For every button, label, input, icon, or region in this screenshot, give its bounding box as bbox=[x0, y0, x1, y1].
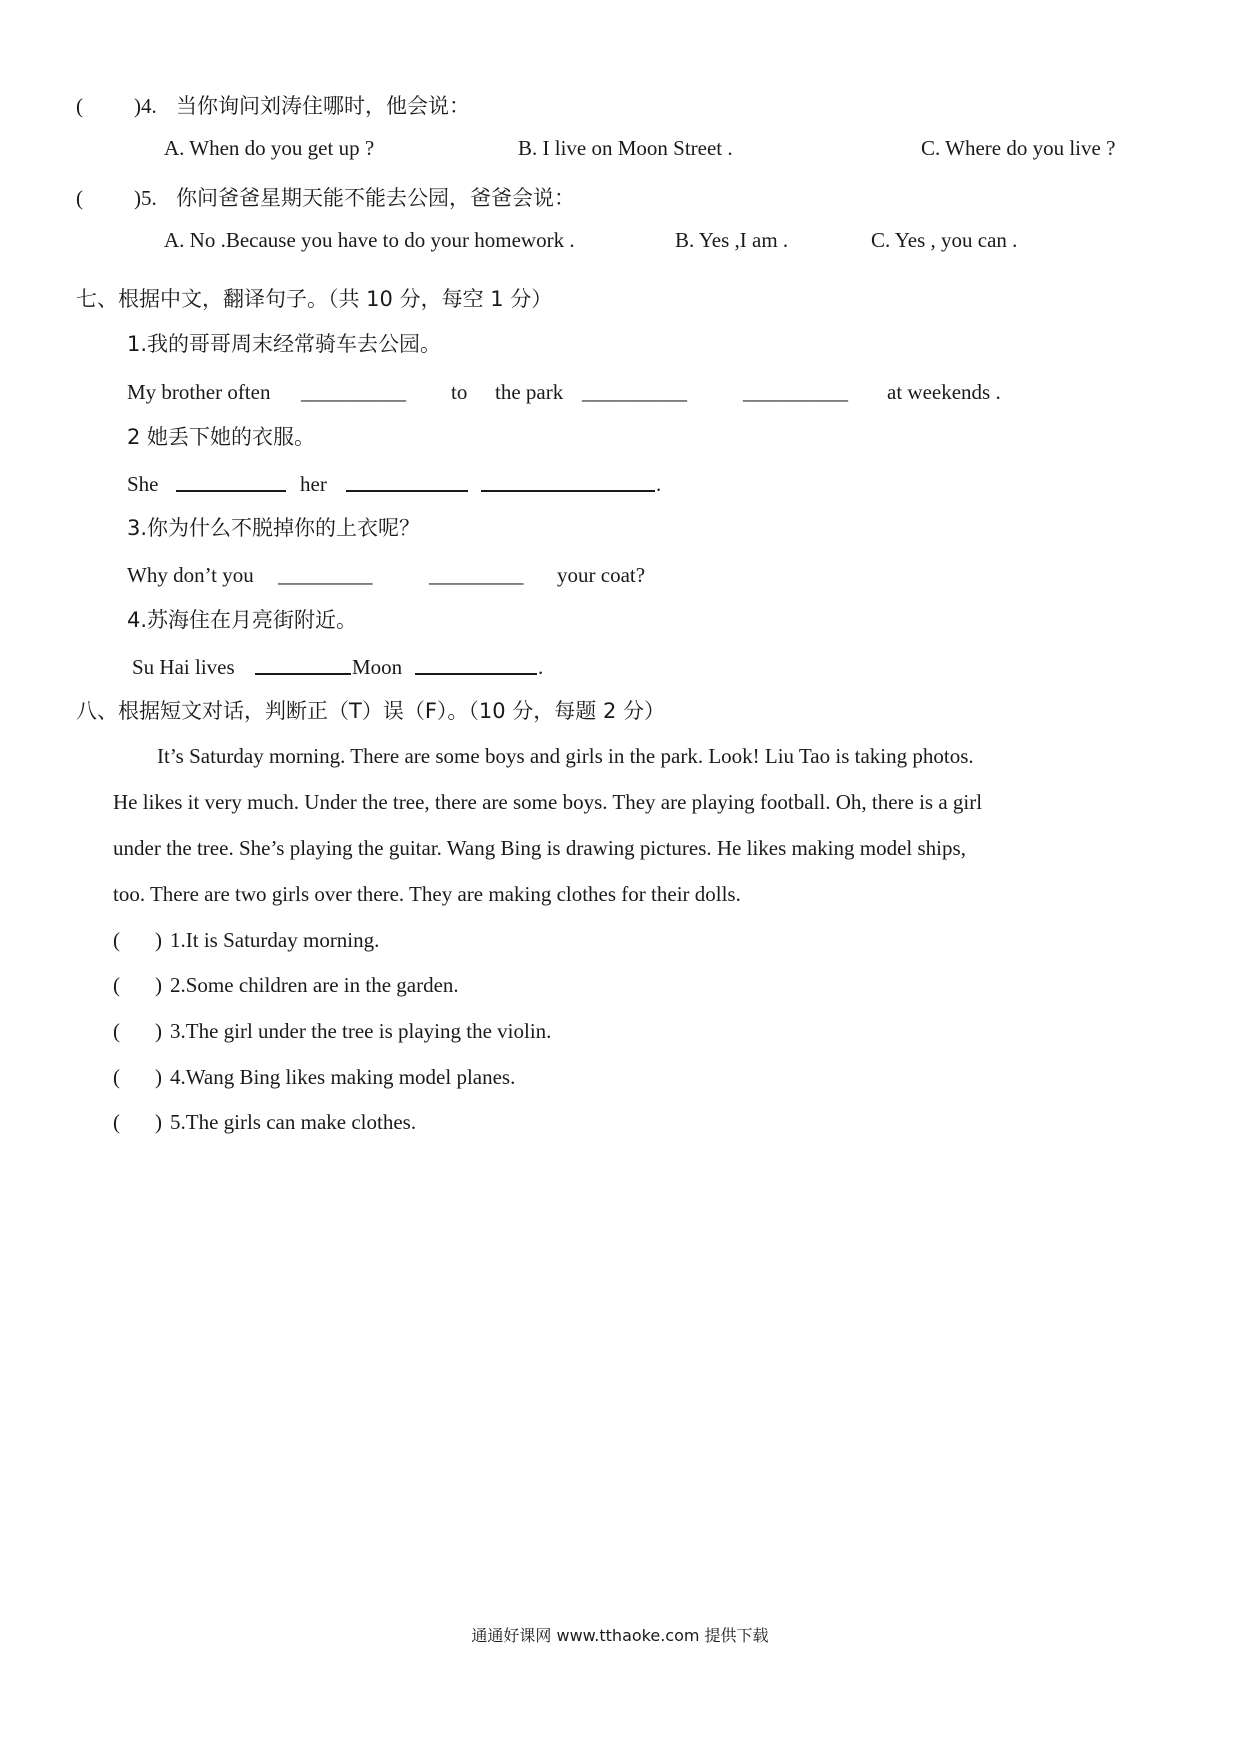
answer-blank[interactable] bbox=[481, 470, 655, 499]
statement-text: 5.The girls can make clothes. bbox=[170, 1110, 417, 1134]
option-c: C. Yes , you can . bbox=[871, 228, 1018, 252]
question-stem: 你问爸爸星期天能不能去公园，爸爸会说： bbox=[176, 186, 575, 210]
passage-line: under the tree. She’s playing the guitar. Wang Bing is drawing pictures. He likes making model ships, bbox=[113, 836, 966, 860]
answer-paren-open[interactable]: ( bbox=[113, 973, 120, 997]
sentence-text: to bbox=[451, 380, 468, 404]
page-footer: 通通好课网 www.tthaoke.com 提供下载 bbox=[471, 1626, 769, 1645]
answer-blank[interactable]: _________ bbox=[278, 563, 373, 587]
answer-blank[interactable]: __________ bbox=[301, 380, 406, 404]
statement-text: 2.Some children are in the garden. bbox=[170, 973, 459, 997]
answer-blank[interactable] bbox=[176, 470, 286, 499]
sentence-punctuation: . bbox=[656, 472, 662, 496]
answer-paren-close: ) bbox=[155, 1110, 162, 1134]
section-heading: 八、根据短文对话，判断正（T）误（F）。（10 分，每题 2 分） bbox=[76, 699, 666, 723]
option-b: B. Yes ,I am . bbox=[675, 228, 789, 252]
answer-paren-open[interactable]: ( bbox=[113, 928, 120, 952]
translation-prompt: 4.苏海住在月亮街附近。 bbox=[127, 608, 358, 632]
passage-line: It’s Saturday morning. There are some boys and girls in the park. Look! Liu Tao is taking photos. bbox=[157, 744, 974, 768]
answer-paren-open[interactable]: ( bbox=[113, 1110, 120, 1134]
answer-blank[interactable] bbox=[415, 653, 537, 682]
sentence-text: She bbox=[127, 472, 159, 496]
option-a: A. When do you get up ? bbox=[164, 136, 375, 160]
sentence-text: at weekends . bbox=[887, 380, 1001, 404]
sentence-text: Moon bbox=[352, 655, 403, 679]
sentence-text: the park bbox=[495, 380, 564, 404]
question-stem: 当你询问刘涛住哪时，他会说： bbox=[176, 94, 470, 118]
question-number: )5. bbox=[134, 186, 157, 210]
answer-paren-close: ) bbox=[155, 1019, 162, 1043]
sentence-punctuation: . bbox=[538, 655, 544, 679]
translation-prompt: 3.你为什么不脱掉你的上衣呢？ bbox=[127, 516, 421, 540]
answer-blank[interactable]: __________ bbox=[743, 380, 848, 404]
answer-paren-close: ) bbox=[155, 973, 162, 997]
translation-prompt: 1.我的哥哥周末经常骑车去公园。 bbox=[127, 332, 442, 356]
answer-paren-open[interactable]: ( bbox=[76, 186, 83, 210]
answer-paren-close: ) bbox=[155, 928, 162, 952]
answer-paren-open[interactable]: ( bbox=[76, 94, 83, 118]
statement-text: 4.Wang Bing likes making model planes. bbox=[170, 1065, 516, 1089]
option-c: C. Where do you live ? bbox=[921, 136, 1116, 160]
answer-paren-close: ) bbox=[155, 1065, 162, 1089]
sentence-text: Su Hai lives bbox=[132, 655, 235, 679]
sentence-text: Why don’t you bbox=[127, 563, 254, 587]
sentence-text: My brother often bbox=[127, 380, 271, 404]
translation-prompt: 2 她丢下她的衣服。 bbox=[127, 425, 316, 449]
question-number: )4. bbox=[134, 94, 157, 118]
answer-blank[interactable] bbox=[346, 470, 468, 499]
option-b: B. I live on Moon Street . bbox=[518, 136, 733, 160]
statement-text: 3.The girl under the tree is playing the violin. bbox=[170, 1019, 552, 1043]
answer-paren-open[interactable]: ( bbox=[113, 1065, 120, 1089]
answer-paren-open[interactable]: ( bbox=[113, 1019, 120, 1043]
sentence-text: your coat? bbox=[557, 563, 646, 587]
section-heading: 七、根据中文，翻译句子。（共 10 分，每空 1 分） bbox=[76, 287, 553, 311]
sentence-text: her bbox=[300, 472, 327, 496]
passage-line: He likes it very much. Under the tree, there are some boys. They are playing football. Oh, there is a girl bbox=[113, 790, 983, 814]
option-a: A. No .Because you have to do your homework . bbox=[164, 228, 575, 252]
answer-blank[interactable]: _________ bbox=[429, 563, 524, 587]
statement-text: 1.It is Saturday morning. bbox=[170, 928, 380, 952]
passage-line: too. There are two girls over there. They are making clothes for their dolls. bbox=[113, 882, 741, 906]
answer-blank[interactable]: __________ bbox=[582, 380, 687, 404]
answer-blank[interactable] bbox=[255, 653, 351, 682]
